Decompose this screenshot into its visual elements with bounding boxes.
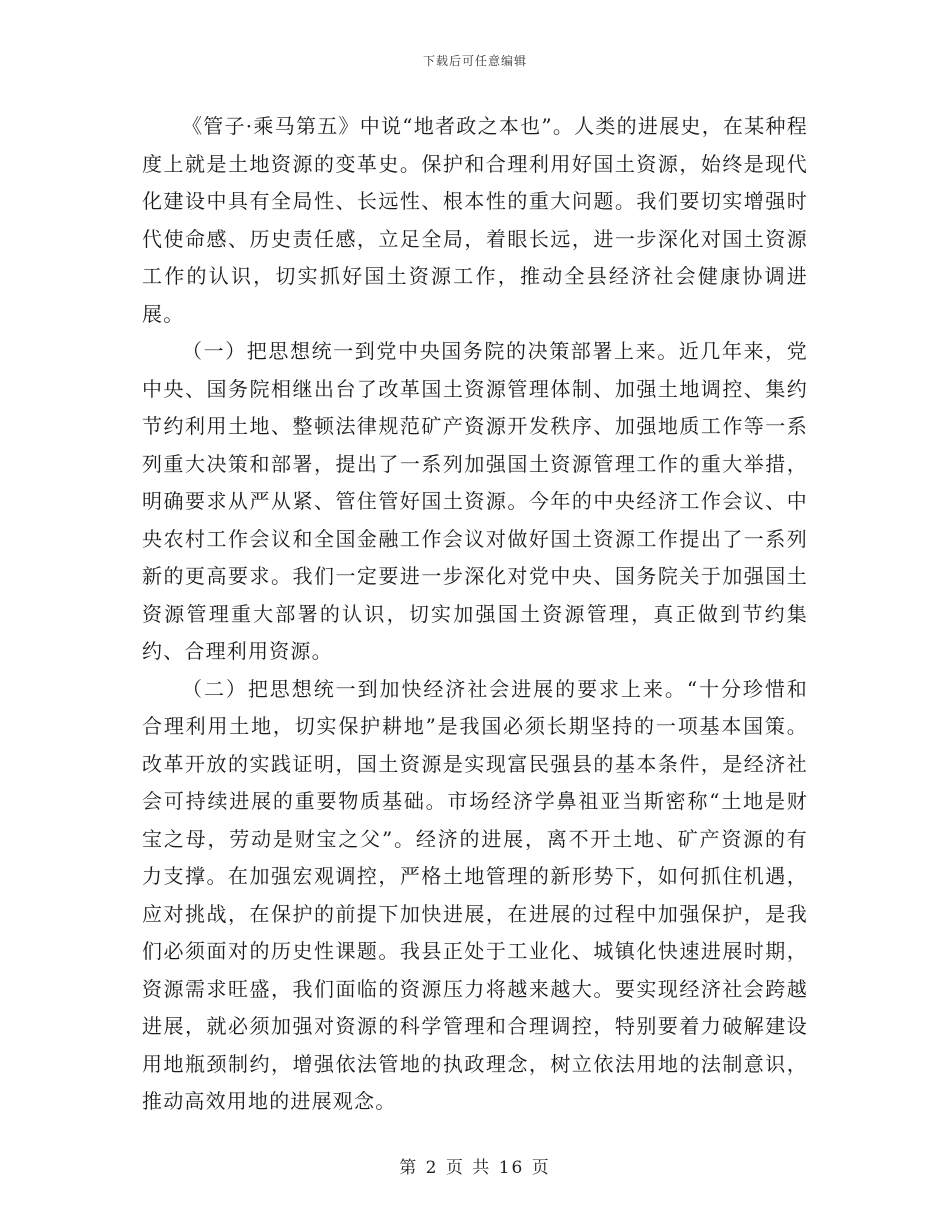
paragraph-section-2: （二）把思想统一到加快经济社会进展的要求上来。“十分珍惜和合理利用土地，切实保护耕地”是我国必须长期坚持的一项基本国策。改革开放的实践证明，国土资源是实现富民强县的基本条件，是经济社会可持续进展的重要物质基础。市场经济学鼻祖亚当斯密称“土地是财宝之母，劳动是财宝之父”。经济的进展，离不开土地、矿产资源的有力支撑。在加强宏观调控，严格土地管理的新形势下，如何抓住机遇，应对挑战，在保护的前提下加快进展，在进展的过程中加强保护，是我们必须面对的历史性课题。我县正处于工业化、城镇化快速进展时期，资源需求旺盛，我们面临的资源压力将越来越大。要实现经济社会跨越进展，就必须加强对资源的科学管理和合理调控，特别要着力破解建设用地瓶颈制约，增强依法管地的执政理念，树立依法用地的法制意识，推动高效用地的进展观念。 (142, 676, 808, 1113)
document-body (142, 108, 808, 1121)
page-number-footer: 第 2 页 共 16 页 (399, 1158, 551, 1178)
page-header: 下载后可任意编辑 (422, 54, 527, 68)
paragraph-intro: 《管子·乘马第五》中说“地者政之本也”。人类的进展史，在某种程度上就是土地资源的变革史。保护和合理利用好国土资源，始终是现代化建设中具有全局性、长远性、根本性的重大问题。我们要切实增强时代使命感、历史责任感，立足全局，着眼长远，进一步深化对国土资源工作的认识，切实抓好国土资源工作，推动全县经济社会健康协调进展。 (142, 114, 808, 326)
paragraph-section-1: （一）把思想统一到党中央国务院的决策部署上来。近几年来，党中央、国务院相继出台了改革国土资源管理体制、加强土地调控、集约节约利用土地、整顿法律规范矿产资源开发秩序、加强地质工作等一系列重大决策和部署，提出了一系列加强国土资源管理工作的重大举措，明确要求从严从紧、管住管好国土资源。今年的中央经济工作会议、中央农村工作会议和全国金融工作会议对做好国土资源工作提出了一系列新的更高要求。我们一定要进一步深化对党中央、国务院关于加强国土资源管理重大部署的认识，切实加强国土资源管理，真正做到节约集约、合理利用资源。 (142, 339, 808, 663)
